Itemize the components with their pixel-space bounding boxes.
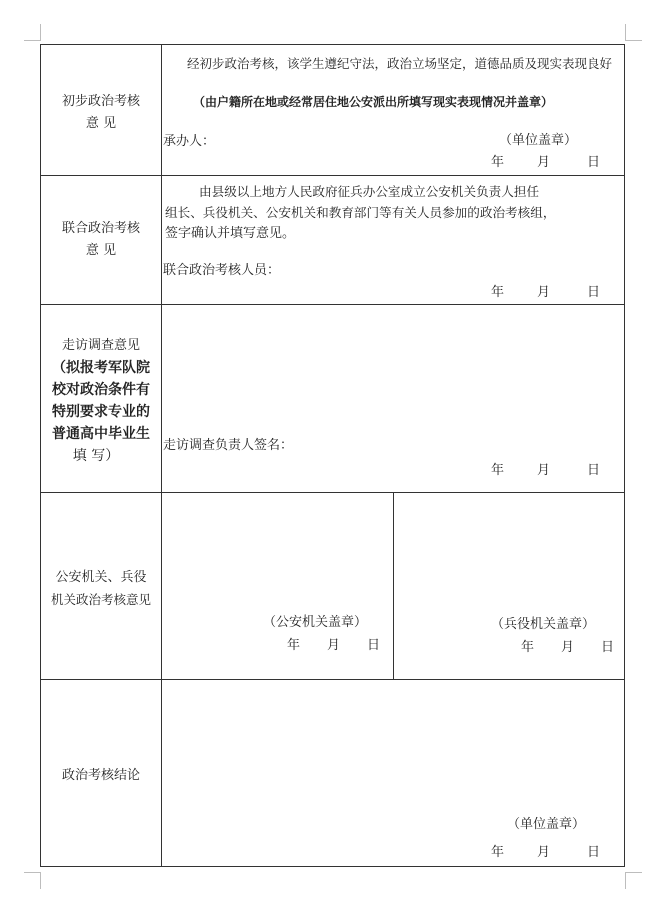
police-military-divider xyxy=(393,492,394,679)
year-label: 年 xyxy=(491,845,505,860)
preliminary-review-note: （由户籍所在地或经常居住地公安派出所填写现实表现情况并盖章） xyxy=(193,95,554,109)
month-label: 月 xyxy=(537,285,551,300)
crop-mark-top-right xyxy=(625,24,642,41)
day-label: 日 xyxy=(601,640,615,655)
year-label: 年 xyxy=(521,640,535,655)
preliminary-seal-text: （单位盖章） xyxy=(499,133,578,148)
political-review-form-table xyxy=(40,44,625,867)
visit-investigation-label: 走访调查意见 （拟报考军队院 校对政治条件有 特别要求专业的 普通高中毕业生 填 写） xyxy=(52,338,150,464)
row-divider-2 xyxy=(41,304,624,305)
preliminary-handler-label: 承办人： xyxy=(163,134,216,149)
row-divider-1 xyxy=(41,175,624,176)
year-label: 年 xyxy=(491,285,505,300)
day-label: 日 xyxy=(587,285,601,300)
year-label: 年 xyxy=(491,463,505,478)
month-label: 月 xyxy=(537,463,551,478)
police-seal-text: （公安机关盖章） xyxy=(263,615,368,630)
joint-review-members-label: 联合政治考核人员： xyxy=(163,263,281,278)
conclusion-label: 政治考核结论 xyxy=(61,768,140,783)
month-label: 月 xyxy=(537,845,551,860)
crop-mark-bottom-right xyxy=(625,872,642,889)
preliminary-review-label: 初步政治考核 意 见 xyxy=(61,94,140,131)
month-label: 月 xyxy=(561,640,575,655)
month-label: 月 xyxy=(537,155,551,170)
joint-review-label: 联合政治考核 意 见 xyxy=(61,221,140,258)
visit-signer-label: 走访调查负责人签名： xyxy=(163,438,294,453)
day-label: 日 xyxy=(587,845,601,860)
day-label: 日 xyxy=(587,155,601,170)
crop-mark-bottom-left xyxy=(24,872,41,889)
year-label: 年 xyxy=(287,638,301,653)
year-label: 年 xyxy=(491,155,505,170)
day-label: 日 xyxy=(367,638,381,653)
day-label: 日 xyxy=(587,463,601,478)
preliminary-review-content: 经初步政治考核，该学生遵纪守法，政治立场坚定，道德品质及现实表现良好 xyxy=(187,56,613,71)
month-label: 月 xyxy=(327,638,341,653)
row-divider-3 xyxy=(41,492,624,493)
crop-mark-top-left xyxy=(24,24,41,41)
conclusion-seal-text: （单位盖章） xyxy=(507,817,586,832)
police-military-review-label: 公安机关、兵役 机关政治考核意见 xyxy=(50,570,151,607)
joint-review-paragraph: 由县级以上地方人民政府征兵办公室成立公安机关负责人担任 组长、兵役机关、公安机关和教育部门等有关人员参加的政治考核组， 签字确认并填写意见。 xyxy=(165,184,556,241)
row-divider-4 xyxy=(41,679,624,680)
military-seal-text: （兵役机关盖章） xyxy=(491,617,596,632)
label-column-divider xyxy=(161,45,162,867)
